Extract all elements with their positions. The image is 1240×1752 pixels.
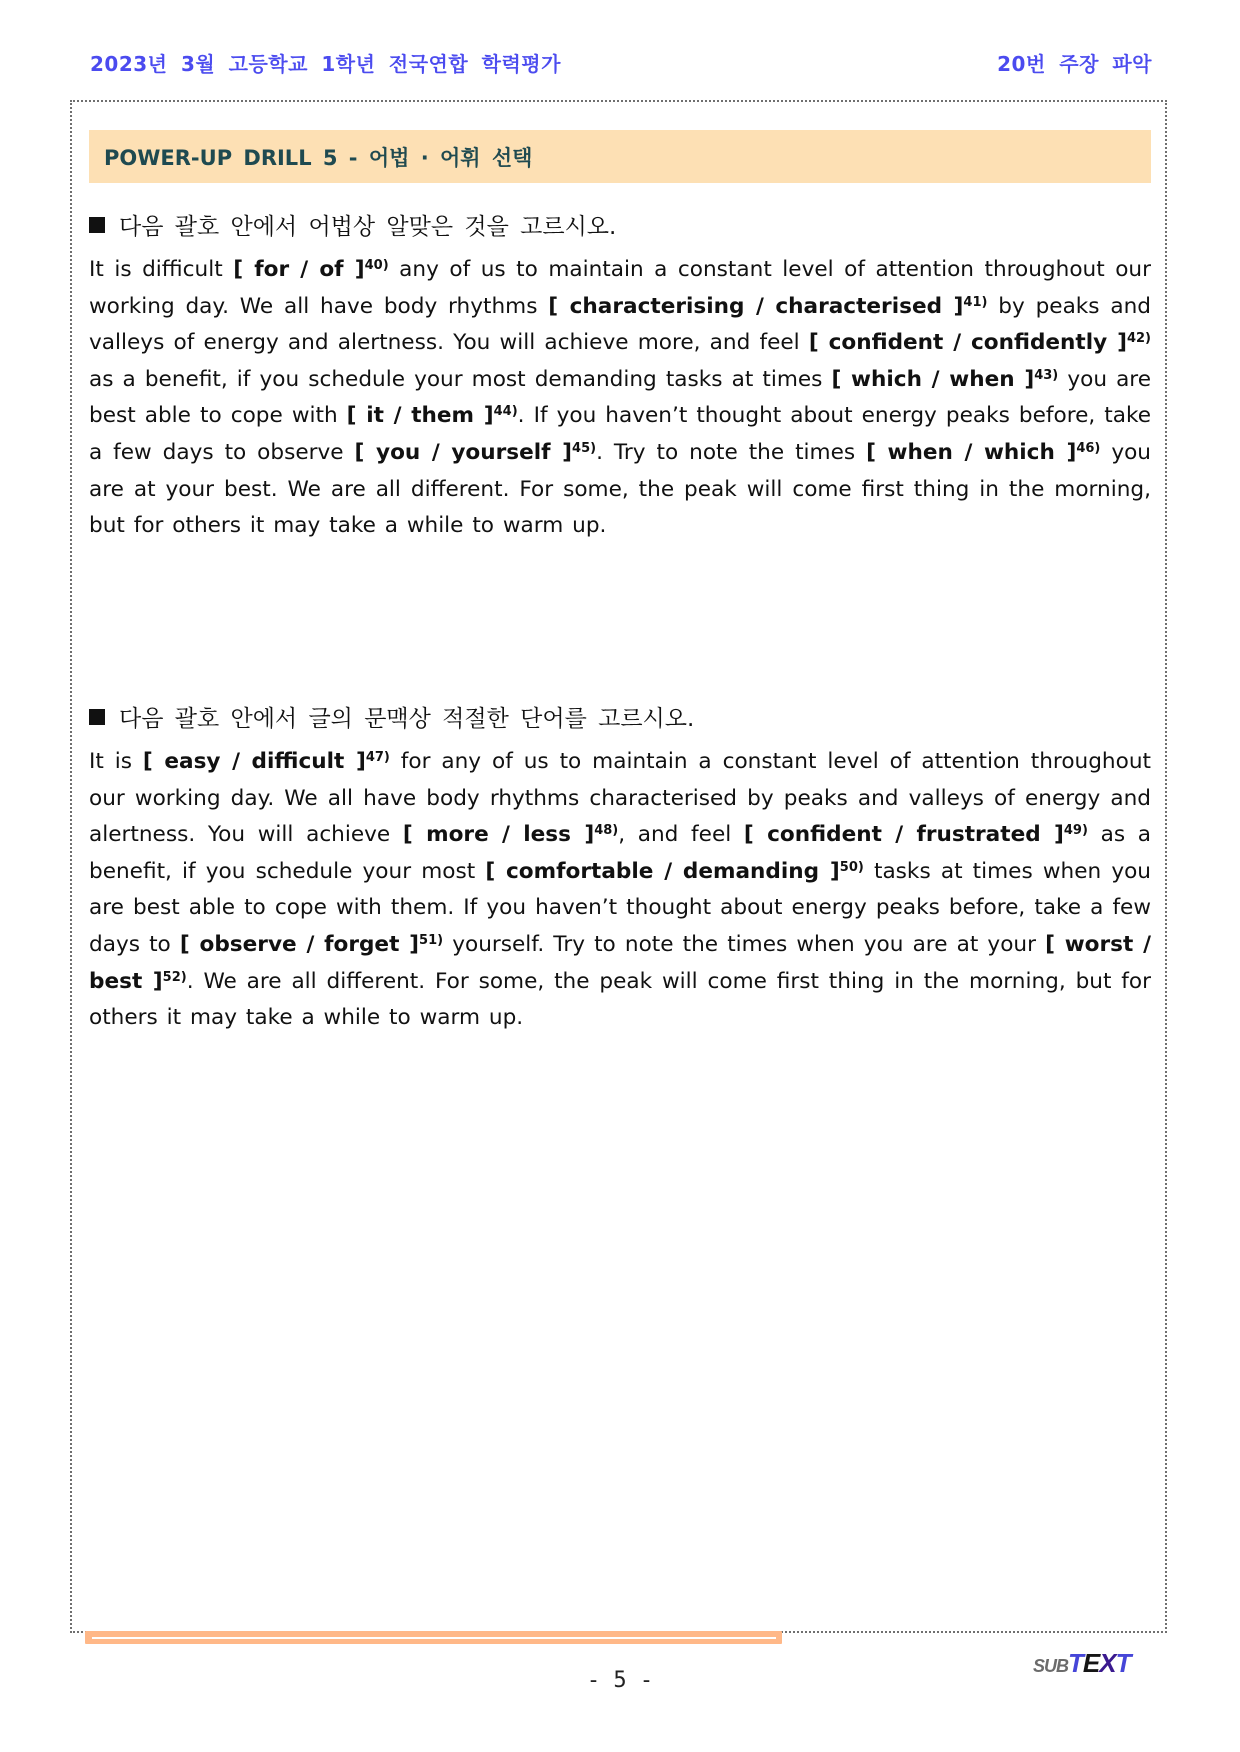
answer-choice: [ it / them ]: [346, 403, 494, 429]
answer-choice: [ easy / difficult ]: [142, 749, 366, 774]
question-number: 44): [493, 404, 518, 420]
logo-t2: T: [1115, 1648, 1131, 1678]
answer-choice: [ you / yourself ]: [354, 439, 573, 465]
section2-instruction: [89, 700, 694, 733]
question-number: 49): [1063, 823, 1088, 839]
question-number: 52): [162, 969, 187, 985]
black-square-icon: [89, 709, 105, 725]
subtext-logo: [1033, 1648, 1130, 1679]
page-number: - 5 -: [586, 1668, 654, 1693]
answer-choice: [ worst / best ]: [89, 931, 1151, 994]
answer-choice: [ comfortable / demanding ]: [485, 858, 840, 884]
logo-sub: SUB: [1033, 1656, 1069, 1676]
question-number: 43): [1034, 367, 1059, 383]
answer-choice: [ more / less ]: [402, 822, 595, 848]
answer-choice: [ for / of ]: [233, 257, 365, 282]
answer-choice: [ characterising / characterised ]: [548, 293, 964, 319]
question-number: 48): [594, 823, 619, 839]
answer-choice: [ observe / forget ]: [179, 931, 420, 957]
logo-x: X: [1099, 1648, 1116, 1678]
header-question-type: 20번 주장 파악: [997, 52, 1152, 76]
question-number: 45): [572, 440, 597, 456]
answer-choice: [ confident / confidently ]: [808, 330, 1127, 356]
section2-instruction-text: 다음 괄호 안에서 글의 문맥상 적절한 단어를 고르시오.: [119, 706, 695, 732]
section1-instruction-text: 다음 괄호 안에서 어법상 알맞은 것을 고르시오.: [119, 214, 617, 240]
section1-passage: It is difficult [ for / of ]$^{40)}$ any of us to maintain a constant level of attention throughout our working day. We all have body rhythms [ characterising / characterised ]$^{41)}$ by peaks and valleys of energy and alertness. You will achieve more, and feel [ confident / confidently ]$^{42)}$ as a benefit, if you schedule your most demanding tasks at times [ which / when ]$^{43)}$ you are best able to cope with [ it / them ]$^{44)}$. If you haven’t thought about energy peaks before, take a few days to observe [ you / yourself ]$^{45)}$. Try to note the times [ when / which ]$^{46)}$ you are at your best. We are all different. For some, the peak will come first thing in the morning, but for others it may take a while to warm up.: [89, 257, 1151, 539]
section2-passage: It is [ easy / difficult ]$^{47)}$ for any of us to maintain a constant level of attention throughout our working day. We all have body rhythms characterised by peaks and valleys of energy and alertness. You will achieve [ more / less ]$^{48)}$, and feel [ confident / frustrated ]$^{49)}$ as a benefit, if you schedule your most [ comfortable / demanding ]$^{50)}$ tasks at times when you are best able to cope with them. If you haven’t thought about energy peaks before, take a few days to [ observe / forget ]$^{51)}$ yourself. Try to note the times when you are at your [ worst / best ]$^{52)}$. We are all different. For some, the peak will come first thing in the morning, but for others it may take a while to warm up.: [89, 749, 1151, 1031]
footer-accent-bar: [85, 1631, 782, 1644]
question-number: 46): [1076, 440, 1101, 456]
section1-instruction: [89, 208, 616, 241]
answer-choice: [ when / which ]: [866, 439, 1077, 465]
answer-choice: [ which / when ]: [831, 366, 1035, 392]
question-number: 51): [419, 932, 444, 948]
question-number: 41): [963, 294, 988, 310]
question-number: 42): [1126, 331, 1151, 347]
header-exam-title: 2023년 3월 고등학교 1학년 전국연합 학력평가: [90, 52, 561, 76]
logo-e: E: [1082, 1648, 1100, 1678]
answer-choice: [ confident / frustrated ]: [743, 822, 1064, 848]
drill-title-bar: [89, 130, 1151, 183]
drill-title: POWER-UP DRILL 5 - 어법 · 어휘 선택: [104, 145, 533, 170]
question-number: 40): [364, 258, 389, 273]
question-number: 50): [839, 859, 864, 875]
black-square-icon: [89, 217, 105, 233]
logo-t1: T: [1068, 1648, 1083, 1678]
question-number: 47): [365, 750, 390, 765]
